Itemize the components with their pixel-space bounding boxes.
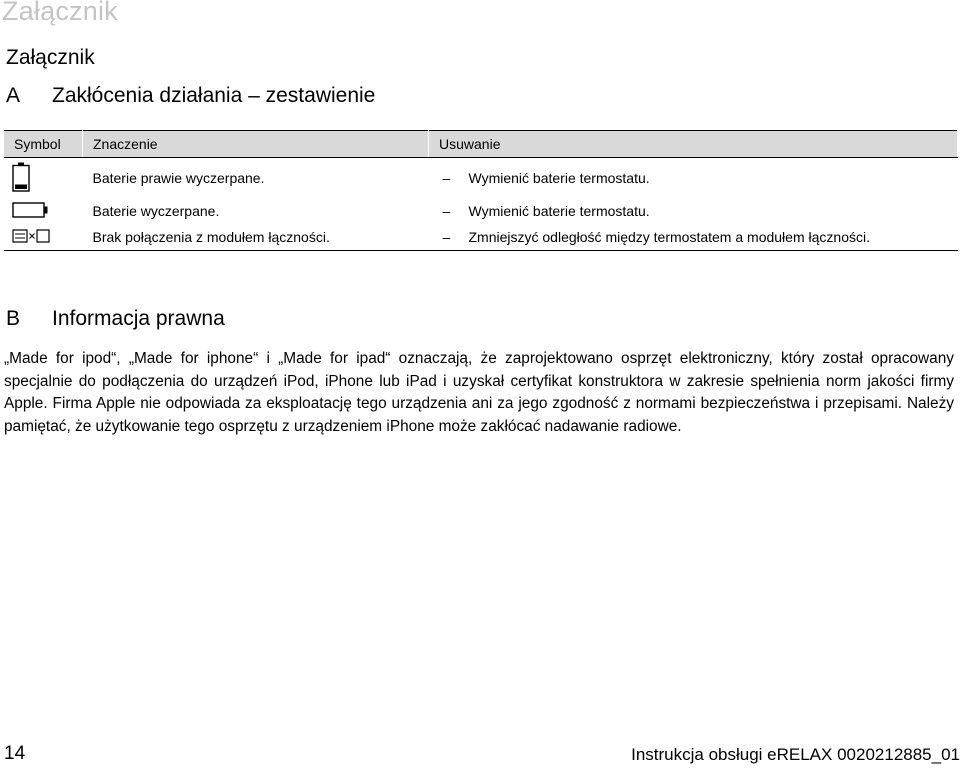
remedy-cell: [429, 198, 958, 224]
column-header-symbol: Symbol: [4, 131, 83, 158]
battery-empty-icon: [12, 202, 48, 218]
remedy-dash: –: [442, 229, 451, 245]
table-row: [4, 158, 958, 199]
remedy-text: Wymienić baterie termostatu.: [468, 170, 650, 186]
remedy-cell: [429, 158, 958, 199]
fault-table-header: [4, 131, 958, 158]
battery-low-icon: [12, 162, 30, 192]
symbol-cell: [4, 224, 83, 251]
connection-lost-icon: [12, 228, 50, 244]
section-a-title: Zakłócenia działania – zestawienie: [52, 84, 376, 107]
remedy-dash: –: [442, 170, 451, 186]
section-a-letter: A: [6, 84, 21, 107]
page-number: 14: [4, 743, 26, 764]
fault-table: [4, 130, 958, 251]
remedy-dash: –: [442, 203, 451, 219]
meaning-cell: Baterie wyczerpane.: [92, 203, 220, 219]
remedy-text: Wymienić baterie termostatu.: [468, 203, 650, 219]
legal-notice-paragraph: „Made for ipod“, „Made for iphone“ i „Made for ipad“ oznaczają, że zaprojektowano osprzęt elektroniczny, który został opracowany specjalnie do podłączenia do urządzeń iPod, iPhone lub iPad i uzyskał certyfikat konstruktora w zakresie spełnienia norm jakości firmy Apple. Firma Apple nie odpowiada za eksploatację tego urządzenia ani za jego zgodność z normami bezpieczeństwa i przepisami. Należy pamiętać, że użytkowanie tego osprzętu z urządzeniem iPhone może zakłócać nadawanie radiowe.: [4, 350, 954, 435]
section-b-title: Informacja prawna: [52, 307, 225, 330]
table-row: [4, 224, 958, 251]
document-title: Instrukcja obsługi eRELAX 0020212885_01: [631, 745, 960, 764]
meaning-cell: Baterie prawie wyczerpane.: [92, 170, 265, 186]
meaning-cell: Brak połączenia z modułem łączności.: [83, 224, 429, 251]
symbol-cell: [4, 198, 83, 224]
column-header-meaning: Znaczenie: [83, 131, 429, 158]
remedy-text: Zmniejszyć odległość między termostatem a modułem łączności.: [468, 229, 870, 245]
symbol-cell: [4, 158, 83, 199]
remedy-cell: [429, 224, 958, 251]
section-b-letter: B: [6, 307, 21, 330]
column-header-remedy: Usuwanie: [429, 131, 958, 158]
appendix-title: Załącznik: [6, 46, 95, 69]
table-row: [4, 198, 958, 224]
running-title: Załącznik: [2, 0, 118, 26]
